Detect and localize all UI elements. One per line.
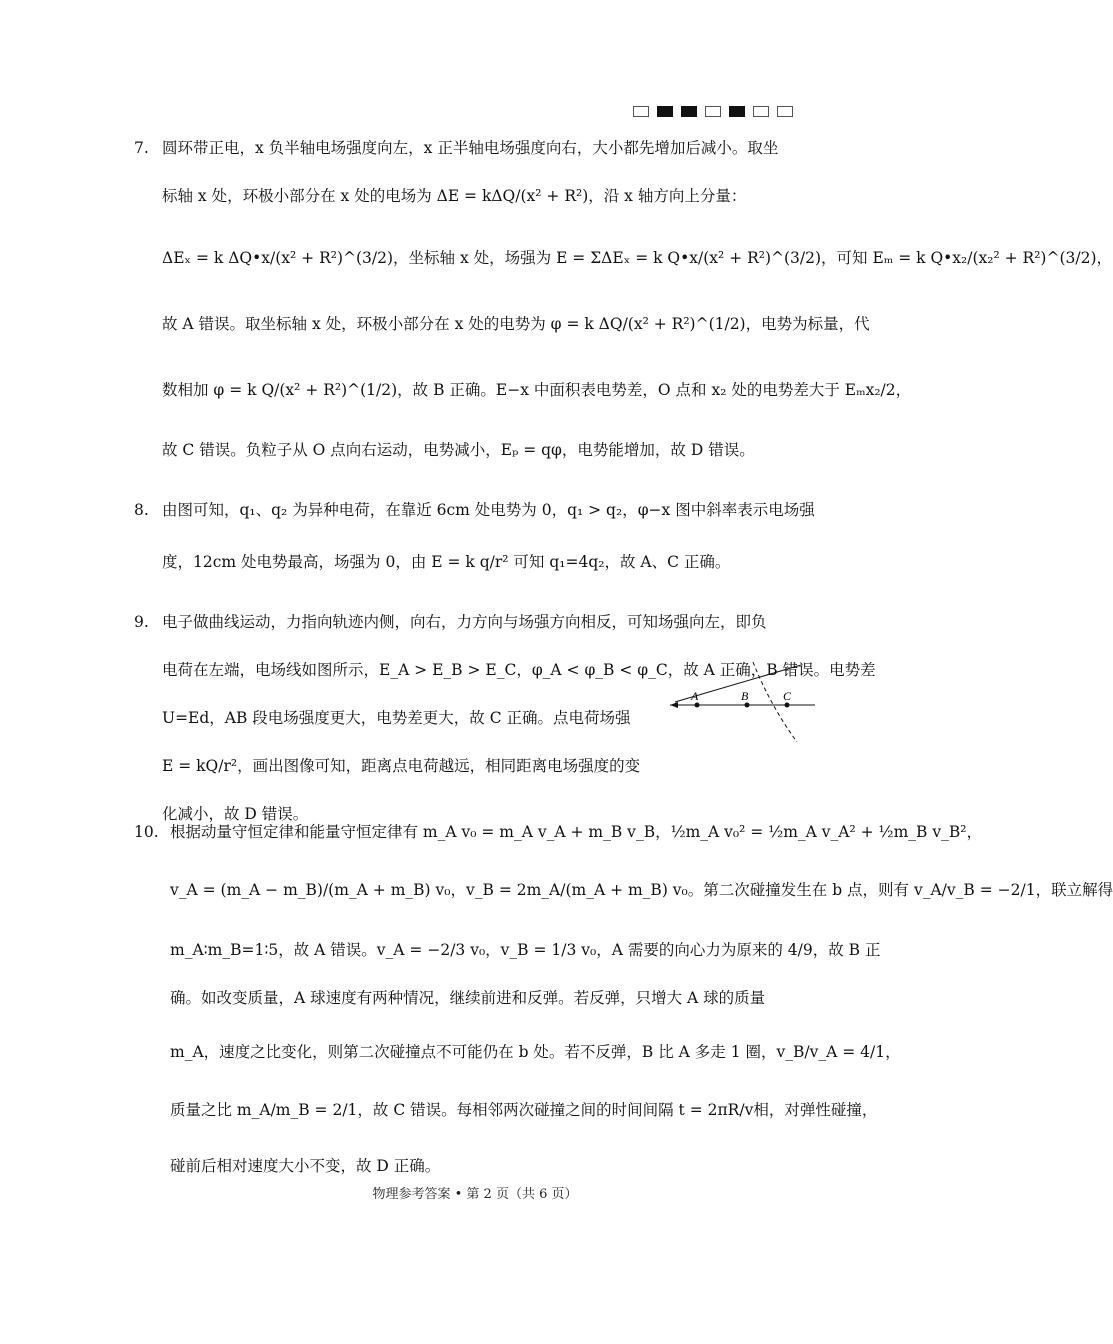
mark-box (753, 106, 769, 117)
point-a (695, 703, 700, 708)
mark-box (705, 106, 721, 117)
mark-box-filled (657, 106, 673, 117)
answer-9-line (134, 598, 818, 646)
answer-10 (134, 808, 1113, 1190)
text-line: 电子做曲线运动，力指向轨迹内侧，向右，力方向与场强方向相反，可知场强向左，即负 (162, 613, 767, 631)
answer-8 (134, 486, 818, 586)
text-line: 数相加 φ = k Q/(x² + R²)^(1/2)，故 B 正确。E−x 中面积表电势差，O 点和 x₂ 处的电势差大于 Eₘx₂/2， (162, 381, 912, 399)
text-line: 根据动量守恒定律和能量守恒定律有 m_A v₀ = m_A v_A + m_B v_B，½m_A v₀² = ½m_A v_A² + ½m_B v_B²， (170, 823, 982, 841)
question-number: 7. (134, 139, 149, 157)
electric-field-figure (665, 660, 820, 745)
text-line: 故 C 错误。负粒子从 O 点向右运动，电势减小，Eₚ = qφ，电势能增加，故 D 错误。 (162, 441, 755, 459)
text-line: v_A = (m_A − m_B)/(m_A + m_B) v₀，v_B = 2m_A/(m_A + m_B) v₀。第二次碰撞发生在 b 点，则有 v_A/v_B = −2/1，联立解得 (170, 881, 1113, 899)
text-line: ΔEₓ = k ΔQ•x/(x² + R²)^(3/2)，坐标轴 x 处，场强为 E = ΣΔEₓ = k Q•x/(x² + R²)^(3/2)，可知 Eₘ = k Q•x₂/(x₂² + R²)^(3/2)， (162, 249, 1112, 267)
page-footer: 物理参考答案 • 第 2 页（共 6 页） (372, 1187, 578, 1202)
point-b (745, 703, 750, 708)
mark-box (777, 106, 793, 117)
question-number: 8. (134, 501, 149, 519)
header-marks (633, 106, 793, 117)
answer-7 (134, 124, 1112, 474)
question-number: 10. (134, 823, 159, 841)
text-line: U=Ed，AB 段电场强度更大，电势差更大，故 C 正确。点电荷场强 (162, 709, 631, 727)
answer-10-line (134, 808, 982, 856)
mark-box-filled (681, 106, 697, 117)
mark-box-filled (729, 106, 745, 117)
arrow-head-icon (670, 702, 678, 708)
text-line: 确。如改变质量，A 球速度有两种情况，继续前进和反弹。若反弹，只增大 A 球的质量 (170, 989, 766, 1007)
text-line: E = kQ/r²，画出图像可知，距离点电荷越远，相同距离电场强度的变 (162, 757, 641, 775)
text-line: 由图可知，q₁、q₂ 为异种电荷，在靠近 6cm 处电势为 0，q₁ > q₂，φ−x 图中斜率表示电场强 (162, 501, 815, 519)
point-c (785, 703, 790, 708)
answer-8-line (134, 486, 818, 534)
text-line: m_A，速度之比变化，则第二次碰撞点不可能仍在 b 处。若不反弹，B 比 A 多走 1 圈，v_B/v_A = 4/1， (170, 1043, 901, 1061)
text-line: 度，12cm 处电势最高，场强为 0，由 E = k q/r² 可知 q₁=4q₂，故 A、C 正确。 (162, 553, 731, 571)
text-line: 碰前后相对速度大小不变，故 D 正确。 (170, 1157, 441, 1175)
text-line: 电荷在左端，电场线如图所示，E_A > E_B > E_C，φ_A < φ_B < φ_C，故 A 正确，B 错误。电势差 (162, 661, 876, 679)
label-c: C (783, 689, 792, 703)
text-line: 标轴 x 处，环极小部分在 x 处的电场为 ΔE = kΔQ/(x² + R²)，沿 x 轴方向上分量： (162, 187, 747, 205)
question-number: 9. (134, 613, 149, 631)
text-line: m_A∶m_B=1∶5，故 A 错误。v_A = −2/3 v₀，v_B = 1/3 v₀，A 需要的向心力为原来的 4/9，故 B 正 (170, 941, 881, 959)
text-line: 化减小，故 D 错误。 (162, 805, 309, 823)
text-line: 故 A 错误。取坐标轴 x 处，环极小部分在 x 处的电势为 φ = k ΔQ/(x² + R²)^(1/2)，电势为标量，代 (162, 315, 870, 333)
answer-7-line (134, 124, 818, 172)
text-line: 质量之比 m_A/m_B = 2/1，故 C 错误。每相邻两次碰撞之间的时间间隔 t = 2πR/v相，对弹性碰撞， (170, 1101, 878, 1119)
mark-box (633, 106, 649, 117)
text-line: 圆环带正电，x 负半轴电场强度向左，x 正半轴电场强度向右，大小都先增加后减小。取坐 (162, 139, 779, 157)
label-b: B (741, 689, 749, 703)
label-a: A (691, 689, 699, 703)
